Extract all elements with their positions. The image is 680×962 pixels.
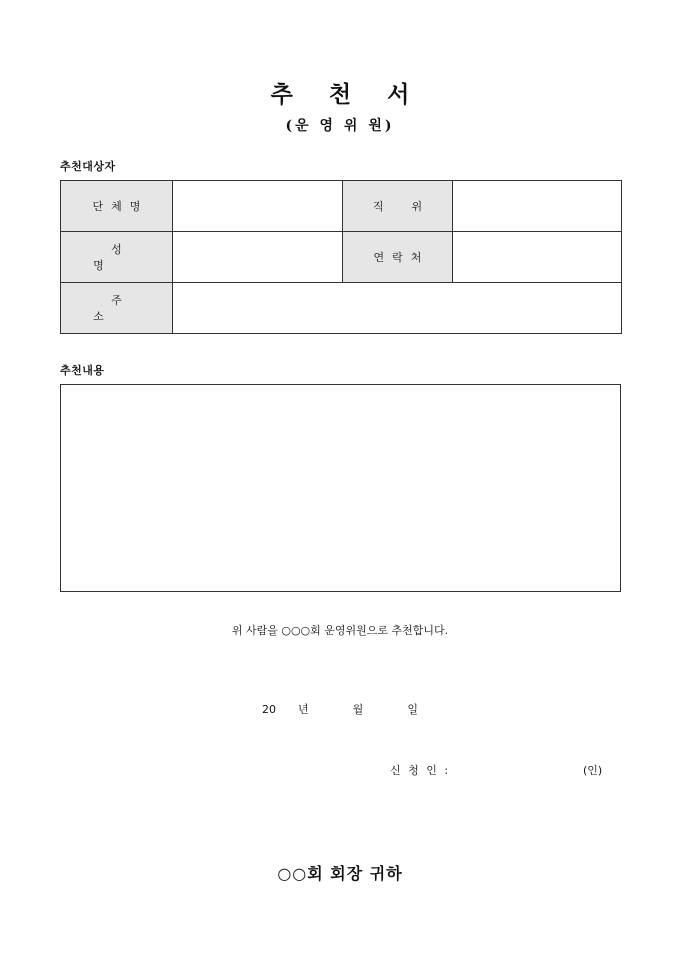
date-year-unit: 년 <box>298 703 309 716</box>
document-title: 추 천 서 <box>270 81 424 108</box>
seal-mark: (인) <box>583 764 603 777</box>
table-row <box>61 283 622 334</box>
person-name-label: 성명 <box>61 232 173 283</box>
content-section-label: 추천내용 <box>60 364 105 377</box>
person-name-field[interactable] <box>173 232 343 283</box>
addressee: ○○회 회장 귀하 <box>277 864 403 883</box>
date-day-unit: 일 <box>407 703 418 716</box>
address-field[interactable] <box>173 283 622 334</box>
table-row <box>61 181 622 232</box>
applicant-label: 신 청 인 : <box>390 764 451 777</box>
target-section-label: 추천대상자 <box>60 160 116 173</box>
date-year-prefix: 20 <box>262 703 277 716</box>
recommendation-statement: 위 사람을 ○○○회 운영위원으로 추천합니다. <box>231 624 449 637</box>
date-month-unit: 월 <box>352 703 364 716</box>
address-label: 주소 <box>61 283 173 334</box>
organization-name-label: 단체명 <box>61 181 173 232</box>
document-subtitle: (운 영 위 원) <box>285 118 395 134</box>
nominee-info-table <box>60 180 622 334</box>
organization-name-field[interactable] <box>173 181 343 232</box>
contact-label: 연락처 <box>343 232 453 283</box>
contact-field[interactable] <box>453 232 622 283</box>
position-field[interactable] <box>453 181 622 232</box>
recommendation-content-field[interactable] <box>60 384 621 592</box>
date-line <box>0 701 680 717</box>
table-row <box>61 232 622 283</box>
position-label: 직위 <box>343 181 453 232</box>
